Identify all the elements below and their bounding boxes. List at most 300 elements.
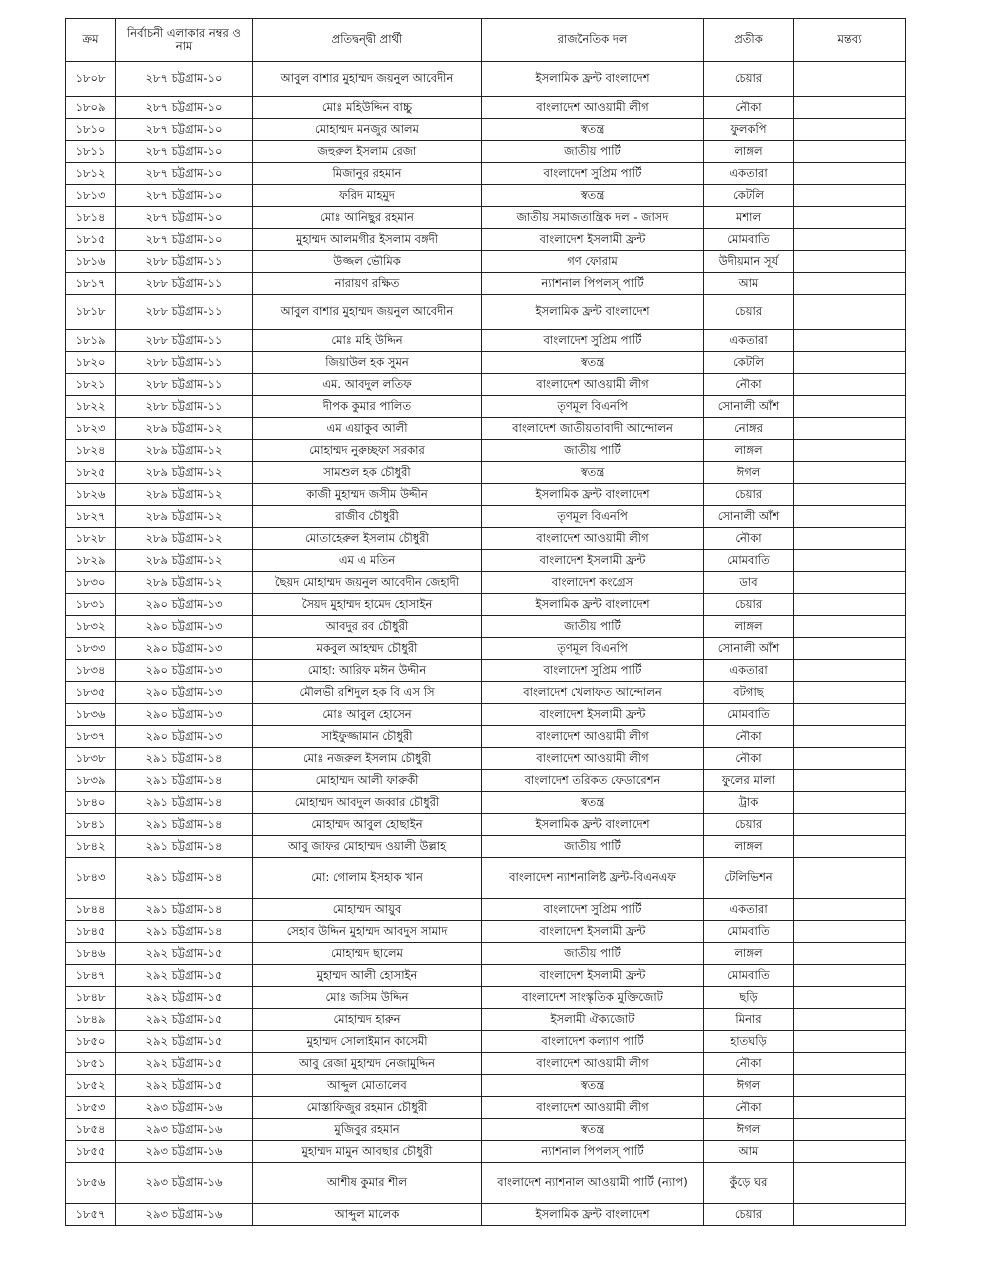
cell-party: বাংলাদেশ ইসলামী ফ্রন্ট	[482, 704, 704, 726]
table-row	[66, 273, 906, 295]
cell-party: বাংলাদেশ আওয়ামী লীগ	[482, 726, 704, 748]
cell-candidate: সৈয়দ মুহাম্মদ হামেদ হোসাইন	[253, 594, 482, 616]
cell-serial: ১৮৪৮	[66, 987, 116, 1009]
cell-candidate: মোহাম্মদ মনজুর আলম	[253, 119, 482, 141]
cell-remarks	[794, 528, 906, 550]
cell-constituency: ২৯২ চট্টগ্রাম-১৫	[116, 965, 253, 987]
cell-remarks	[794, 396, 906, 418]
cell-constituency: ২৮৯ চট্টগ্রাম-১২	[116, 506, 253, 528]
cell-party: বাংলাদেশ তরিকত ফেডারেশন	[482, 770, 704, 792]
cell-constituency: ২৯০ চট্টগ্রাম-১৩	[116, 616, 253, 638]
cell-serial: ১৮৩৪	[66, 660, 116, 682]
cell-serial: ১৮৩১	[66, 594, 116, 616]
cell-remarks	[794, 295, 906, 330]
cell-candidate: আবুল বাশার মুহাম্মদ জয়নুল আবেদীন	[253, 62, 482, 97]
cell-remarks	[794, 858, 906, 899]
cell-symbol: ডাব	[704, 572, 794, 594]
cell-symbol: আম	[704, 273, 794, 295]
header-party: রাজনৈতিক দল	[482, 19, 704, 62]
cell-party: বাংলাদেশ আওয়ামী লীগ	[482, 97, 704, 119]
cell-remarks	[794, 1097, 906, 1119]
cell-candidate: আবদুর রব চৌধুরী	[253, 616, 482, 638]
cell-remarks	[794, 273, 906, 295]
cell-constituency: ২৮৯ চট্টগ্রাম-১২	[116, 484, 253, 506]
header-symbol: প্রতীক	[704, 19, 794, 62]
cell-party: বাংলাদেশ ইসলামী ফ্রন্ট	[482, 229, 704, 251]
cell-constituency: ২৯২ চট্টগ্রাম-১৫	[116, 943, 253, 965]
cell-serial: ১৮১৯	[66, 330, 116, 352]
cell-symbol: হাতঘড়ি	[704, 1031, 794, 1053]
cell-candidate: মোঃ জসিম উদ্দিন	[253, 987, 482, 1009]
header-row	[66, 19, 906, 62]
cell-constituency: ২৯০ চট্টগ্রাম-১৩	[116, 682, 253, 704]
cell-constituency: ২৮৭ চট্টগ্রাম-১০	[116, 141, 253, 163]
cell-remarks	[794, 1031, 906, 1053]
cell-constituency: ২৮৯ চট্টগ্রাম-১২	[116, 440, 253, 462]
cell-candidate: আবুল বাশার মুহাম্মদ জয়নুল আবেদীন	[253, 295, 482, 330]
table-row	[66, 616, 906, 638]
cell-candidate: মোহাম্মদ আবদুল জব্বার চৌধুরী	[253, 792, 482, 814]
table-row	[66, 62, 906, 97]
cell-serial: ১৮২৩	[66, 418, 116, 440]
cell-symbol: মোমবাতি	[704, 965, 794, 987]
cell-serial: ১৮৪০	[66, 792, 116, 814]
cell-candidate: ফরিদ মাহমুদ	[253, 185, 482, 207]
cell-candidate: মকবুল আহম্মদ চৌধুরী	[253, 638, 482, 660]
cell-candidate: আব্দুল মালেক	[253, 1204, 482, 1226]
cell-candidate: নারায়ণ রক্ষিত	[253, 273, 482, 295]
cell-party: জাতীয় পার্টি	[482, 616, 704, 638]
cell-party: ইসলামিক ফ্রন্ট বাংলাদেশ	[482, 62, 704, 97]
cell-remarks	[794, 119, 906, 141]
cell-constituency: ২৮৭ চট্টগ্রাম-১০	[116, 185, 253, 207]
table-row	[66, 462, 906, 484]
table-row	[66, 484, 906, 506]
cell-party: ইসলামী ঐক্যজোট	[482, 1009, 704, 1031]
cell-candidate: মোঃ আবুল হোসেন	[253, 704, 482, 726]
cell-remarks	[794, 748, 906, 770]
cell-constituency: ২৯২ চট্টগ্রাম-১৫	[116, 987, 253, 1009]
cell-remarks	[794, 616, 906, 638]
cell-serial: ১৮১৬	[66, 251, 116, 273]
cell-constituency: ২৯২ চট্টগ্রাম-১৫	[116, 1053, 253, 1075]
candidate-table	[65, 18, 906, 1226]
cell-constituency: ২৯১ চট্টগ্রাম-১৪	[116, 836, 253, 858]
cell-party: জাতীয় সমাজতান্ত্রিক দল - জাসদ	[482, 207, 704, 229]
table-row	[66, 594, 906, 616]
cell-candidate: মোহাম্মদ আলী ফারুকী	[253, 770, 482, 792]
table-row	[66, 506, 906, 528]
table-row	[66, 1075, 906, 1097]
cell-symbol: চেয়ার	[704, 484, 794, 506]
cell-party: তৃণমূল বিএনপি	[482, 638, 704, 660]
cell-remarks	[794, 352, 906, 374]
table-row	[66, 748, 906, 770]
cell-constituency: ২৯২ চট্টগ্রাম-১৫	[116, 1009, 253, 1031]
cell-remarks	[794, 1075, 906, 1097]
cell-candidate: উজ্জল ভৌমিক	[253, 251, 482, 273]
cell-constituency: ২৯৩ চট্টগ্রাম-১৬	[116, 1119, 253, 1141]
cell-constituency: ২৮৮ চট্টগ্রাম-১১	[116, 374, 253, 396]
cell-candidate: আশীষ কুমার শীল	[253, 1163, 482, 1204]
cell-candidate: জিয়াউল হক সুমন	[253, 352, 482, 374]
cell-party: বাংলাদেশ সুপ্রিম পার্টি	[482, 899, 704, 921]
table-row	[66, 1119, 906, 1141]
cell-party: গণ ফোরাম	[482, 251, 704, 273]
cell-symbol: নৌকা	[704, 1097, 794, 1119]
table-row	[66, 185, 906, 207]
cell-serial: ১৮৩৯	[66, 770, 116, 792]
table-row	[66, 987, 906, 1009]
table-row	[66, 1053, 906, 1075]
cell-candidate: মোতাহেরুল ইসলাম চৌধুরী	[253, 528, 482, 550]
cell-symbol: সোনালী আঁশ	[704, 396, 794, 418]
cell-serial: ১৮১১	[66, 141, 116, 163]
cell-serial: ১৮৫১	[66, 1053, 116, 1075]
cell-serial: ১৮২৮	[66, 528, 116, 550]
cell-party: বাংলাদেশ সুপ্রিম পার্টি	[482, 163, 704, 185]
cell-party: স্বতন্ত্র	[482, 462, 704, 484]
cell-remarks	[794, 229, 906, 251]
table-row	[66, 119, 906, 141]
cell-candidate: জহুরুল ইসলাম রেজা	[253, 141, 482, 163]
cell-party: স্বতন্ত্র	[482, 1075, 704, 1097]
cell-symbol: চেয়ার	[704, 1204, 794, 1226]
cell-constituency: ২৮৯ চট্টগ্রাম-১২	[116, 528, 253, 550]
cell-party: বাংলাদেশ সুপ্রিম পার্টি	[482, 660, 704, 682]
cell-party: স্বতন্ত্র	[482, 792, 704, 814]
cell-candidate: মোহা: আরিফ মঈন উদ্দীন	[253, 660, 482, 682]
cell-remarks	[794, 638, 906, 660]
table-row	[66, 440, 906, 462]
cell-constituency: ২৮৯ চট্টগ্রাম-১২	[116, 462, 253, 484]
cell-serial: ১৮২৬	[66, 484, 116, 506]
cell-constituency: ২৮৭ চট্টগ্রাম-১০	[116, 229, 253, 251]
cell-constituency: ২৯০ চট্টগ্রাম-১৩	[116, 638, 253, 660]
cell-remarks	[794, 1141, 906, 1163]
cell-party: জাতীয় পার্টি	[482, 440, 704, 462]
table-row	[66, 163, 906, 185]
cell-party: ইসলামিক ফ্রন্ট বাংলাদেশ	[482, 1204, 704, 1226]
table-row	[66, 899, 906, 921]
table-row	[66, 550, 906, 572]
cell-serial: ১৮৪৫	[66, 921, 116, 943]
cell-party: বাংলাদেশ ন্যাশনাল আওয়ামী পার্টি (ন্যাপ)	[482, 1163, 704, 1204]
cell-symbol: মশাল	[704, 207, 794, 229]
table-row	[66, 295, 906, 330]
cell-remarks	[794, 207, 906, 229]
cell-symbol: নৌকা	[704, 726, 794, 748]
cell-symbol: মিনার	[704, 1009, 794, 1031]
cell-candidate: সেহাব উদ্দিন মুহাম্মদ আবদুস সামাদ	[253, 921, 482, 943]
cell-party: জাতীয় পার্টি	[482, 943, 704, 965]
cell-symbol: লাঙ্গল	[704, 141, 794, 163]
cell-party: তৃণমূল বিএনপি	[482, 396, 704, 418]
table-row	[66, 207, 906, 229]
cell-party: বাংলাদেশ জাতীয়তাবাদী আন্দোলন	[482, 418, 704, 440]
cell-symbol: লাঙ্গল	[704, 836, 794, 858]
cell-serial: ১৮১২	[66, 163, 116, 185]
cell-candidate: মুহাম্মদ সোলাইমান কাসেমী	[253, 1031, 482, 1053]
cell-serial: ১৮৪৬	[66, 943, 116, 965]
table-row	[66, 1204, 906, 1226]
cell-serial: ১৮৩৩	[66, 638, 116, 660]
cell-remarks	[794, 921, 906, 943]
cell-symbol: নৌকা	[704, 528, 794, 550]
cell-constituency: ২৮৭ চট্টগ্রাম-১০	[116, 62, 253, 97]
cell-remarks	[794, 682, 906, 704]
cell-remarks	[794, 462, 906, 484]
cell-constituency: ২৯৩ চট্টগ্রাম-১৬	[116, 1163, 253, 1204]
cell-party: ইসলামিক ফ্রন্ট বাংলাদেশ	[482, 594, 704, 616]
cell-serial: ১৮৪৯	[66, 1009, 116, 1031]
cell-symbol: টেলিভিশন	[704, 858, 794, 899]
cell-candidate: মোঃ নজরুল ইসলাম চৌধুরী	[253, 748, 482, 770]
cell-serial: ১৮৪১	[66, 814, 116, 836]
cell-party: ন্যাশনাল পিপলস্ পার্টি	[482, 1141, 704, 1163]
cell-symbol: কেটলি	[704, 185, 794, 207]
cell-candidate: মোহাম্মদ আয়ুব	[253, 899, 482, 921]
cell-symbol: চেয়ার	[704, 62, 794, 97]
cell-constituency: ২৮৯ চট্টগ্রাম-১২	[116, 572, 253, 594]
header-candidate: প্রতিদ্বন্দ্বী প্রার্থী	[253, 19, 482, 62]
cell-symbol: মোমবাতি	[704, 921, 794, 943]
cell-remarks	[794, 836, 906, 858]
cell-serial: ১৮২২	[66, 396, 116, 418]
cell-candidate: মোহাম্মদ ছালেম	[253, 943, 482, 965]
cell-symbol: একতারা	[704, 330, 794, 352]
cell-candidate: কাজী মুহাম্মদ জসীম উদ্দীন	[253, 484, 482, 506]
cell-candidate: এম এ মতিন	[253, 550, 482, 572]
cell-party: জাতীয় পার্টি	[482, 836, 704, 858]
cell-symbol: ঈগল	[704, 1075, 794, 1097]
cell-constituency: ২৮৮ চট্টগ্রাম-১১	[116, 396, 253, 418]
cell-remarks	[794, 1119, 906, 1141]
cell-serial: ১৮৩৬	[66, 704, 116, 726]
table-row	[66, 1141, 906, 1163]
cell-symbol: নৌকা	[704, 374, 794, 396]
table-row	[66, 638, 906, 660]
cell-remarks	[794, 1009, 906, 1031]
cell-constituency: ২৯১ চট্টগ্রাম-১৪	[116, 770, 253, 792]
cell-constituency: ২৮৮ চট্টগ্রাম-১১	[116, 295, 253, 330]
cell-party: বাংলাদেশ কংগ্রেস	[482, 572, 704, 594]
cell-constituency: ২৮৭ চট্টগ্রাম-১০	[116, 97, 253, 119]
cell-symbol: লাঙ্গল	[704, 440, 794, 462]
cell-constituency: ২৯১ চট্টগ্রাম-১৪	[116, 921, 253, 943]
cell-candidate: মুহাম্মদ আলী হোসাইন	[253, 965, 482, 987]
cell-candidate: মোঃ আনিছুর রহমান	[253, 207, 482, 229]
cell-party: বাংলাদেশ আওয়ামী লীগ	[482, 748, 704, 770]
cell-serial: ১৮১৫	[66, 229, 116, 251]
cell-symbol: চেয়ার	[704, 295, 794, 330]
table-row	[66, 682, 906, 704]
table-row	[66, 836, 906, 858]
cell-remarks	[794, 814, 906, 836]
cell-constituency: ২৯১ চট্টগ্রাম-১৪	[116, 748, 253, 770]
header-remarks: মন্তব্য	[794, 19, 906, 62]
cell-party: স্বতন্ত্র	[482, 119, 704, 141]
cell-serial: ১৮৩৭	[66, 726, 116, 748]
cell-constituency: ২৮৮ চট্টগ্রাম-১১	[116, 352, 253, 374]
cell-serial: ১৮১০	[66, 119, 116, 141]
cell-constituency: ২৯১ চট্টগ্রাম-১৪	[116, 899, 253, 921]
cell-party: বাংলাদেশ ন্যাশনালিষ্ট ফ্রন্ট-বিএনএফ	[482, 858, 704, 899]
cell-candidate: আবু রেজা মুহাম্মদ নেজামুদ্দিন	[253, 1053, 482, 1075]
cell-serial: ১৮৩৫	[66, 682, 116, 704]
cell-serial: ১৮৪৪	[66, 899, 116, 921]
cell-remarks	[794, 770, 906, 792]
table-row	[66, 1097, 906, 1119]
table-row	[66, 1031, 906, 1053]
cell-symbol: ছড়ি	[704, 987, 794, 1009]
cell-remarks	[794, 251, 906, 273]
table-row	[66, 528, 906, 550]
cell-party: বাংলাদেশ ইসলামী ফ্রন্ট	[482, 965, 704, 987]
table-body	[66, 62, 906, 1226]
cell-constituency: ২৯১ চট্টগ্রাম-১৪	[116, 814, 253, 836]
table-row	[66, 704, 906, 726]
table-row	[66, 572, 906, 594]
table-row	[66, 418, 906, 440]
cell-serial: ১৮১৮	[66, 295, 116, 330]
cell-symbol: নৌকা	[704, 748, 794, 770]
cell-remarks	[794, 185, 906, 207]
cell-constituency: ২৮৮ চট্টগ্রাম-১১	[116, 251, 253, 273]
cell-symbol: বটগাছ	[704, 682, 794, 704]
cell-remarks	[794, 484, 906, 506]
cell-candidate: মুজিবুর রহমান	[253, 1119, 482, 1141]
cell-party: বাংলাদেশ আওয়ামী লীগ	[482, 1053, 704, 1075]
cell-serial: ১৮৫২	[66, 1075, 116, 1097]
cell-constituency: ২৮৭ চট্টগ্রাম-১০	[116, 163, 253, 185]
cell-symbol: চেয়ার	[704, 594, 794, 616]
cell-serial: ১৮৪৩	[66, 858, 116, 899]
cell-candidate: রাজীব চৌধুরী	[253, 506, 482, 528]
cell-serial: ১৮২৯	[66, 550, 116, 572]
cell-candidate: মুহাম্মদ আলমগীর ইসলাম বঙ্গদী	[253, 229, 482, 251]
cell-constituency: ২৮৯ চট্টগ্রাম-১২	[116, 550, 253, 572]
cell-symbol: সোনালী আঁশ	[704, 638, 794, 660]
cell-symbol: ঈগল	[704, 462, 794, 484]
table-row	[66, 965, 906, 987]
cell-serial: ১৮০৯	[66, 97, 116, 119]
cell-remarks	[794, 550, 906, 572]
cell-serial: ১৮১৪	[66, 207, 116, 229]
table-header	[66, 19, 906, 62]
table-row	[66, 141, 906, 163]
cell-serial: ১৮৩০	[66, 572, 116, 594]
cell-candidate: মৌলভী রশিদুল হক বি এস সি	[253, 682, 482, 704]
cell-candidate: মোহাম্মদ আবুল হোছাইন	[253, 814, 482, 836]
cell-party: ইসলামিক ফ্রন্ট বাংলাদেশ	[482, 484, 704, 506]
table-row	[66, 396, 906, 418]
cell-symbol: চেয়ার	[704, 814, 794, 836]
cell-serial: ১৮৫৬	[66, 1163, 116, 1204]
cell-candidate: এম এয়াকুব আলী	[253, 418, 482, 440]
cell-symbol: একতারা	[704, 163, 794, 185]
cell-party: ইসলামিক ফ্রন্ট বাংলাদেশ	[482, 295, 704, 330]
table-row	[66, 352, 906, 374]
cell-candidate: এম. আবদুল লতিফ	[253, 374, 482, 396]
cell-remarks	[794, 418, 906, 440]
cell-constituency: ২৯০ চট্টগ্রাম-১৩	[116, 660, 253, 682]
cell-remarks	[794, 62, 906, 97]
cell-party: বাংলাদেশ ইসলামী ফ্রন্ট	[482, 550, 704, 572]
cell-serial: ১৮২৪	[66, 440, 116, 462]
cell-remarks	[794, 1204, 906, 1226]
cell-constituency: ২৯১ চট্টগ্রাম-১৪	[116, 858, 253, 899]
cell-constituency: ২৯৩ চট্টগ্রাম-১৬	[116, 1204, 253, 1226]
cell-symbol: ট্রাক	[704, 792, 794, 814]
cell-constituency: ২৯১ চট্টগ্রাম-১৪	[116, 792, 253, 814]
cell-serial: ১৮৩৮	[66, 748, 116, 770]
cell-constituency: ২৯০ চট্টগ্রাম-১৩	[116, 704, 253, 726]
cell-symbol: লাঙ্গল	[704, 616, 794, 638]
cell-candidate: সাইফুজ্জামান চৌধুরী	[253, 726, 482, 748]
table-row	[66, 1163, 906, 1204]
cell-symbol: একতারা	[704, 660, 794, 682]
cell-serial: ১৮৪৭	[66, 965, 116, 987]
cell-party: বাংলাদেশ কল্যাণ পার্টি	[482, 1031, 704, 1053]
cell-party: বাংলাদেশ আওয়ামী লীগ	[482, 374, 704, 396]
table-row	[66, 374, 906, 396]
cell-party: স্বতন্ত্র	[482, 352, 704, 374]
cell-remarks	[794, 943, 906, 965]
cell-remarks	[794, 330, 906, 352]
cell-symbol: ফুলকপি	[704, 119, 794, 141]
cell-remarks	[794, 792, 906, 814]
cell-serial: ১৮১৭	[66, 273, 116, 295]
table-row	[66, 943, 906, 965]
cell-party: বাংলাদেশ সাংস্কৃতিক মুক্তিজোট	[482, 987, 704, 1009]
cell-party: স্বতন্ত্র	[482, 185, 704, 207]
cell-remarks	[794, 1163, 906, 1204]
cell-constituency: ২৮৮ চট্টগ্রাম-১১	[116, 330, 253, 352]
table-row	[66, 660, 906, 682]
cell-constituency: ২৯০ চট্টগ্রাম-১৩	[116, 594, 253, 616]
cell-serial: ১৮৫৫	[66, 1141, 116, 1163]
table-row	[66, 770, 906, 792]
cell-remarks	[794, 594, 906, 616]
cell-constituency: ২৮৭ চট্টগ্রাম-১০	[116, 119, 253, 141]
cell-serial: ১৮৪২	[66, 836, 116, 858]
table-row	[66, 251, 906, 273]
cell-serial: ১৮২৫	[66, 462, 116, 484]
cell-party: ইসলামিক ফ্রন্ট বাংলাদেশ	[482, 814, 704, 836]
cell-symbol: আম	[704, 1141, 794, 1163]
cell-serial: ১৮৫৩	[66, 1097, 116, 1119]
cell-party: বাংলাদেশ ইসলামী ফ্রন্ট	[482, 921, 704, 943]
cell-constituency: ২৮৭ চট্টগ্রাম-১০	[116, 207, 253, 229]
cell-party: তৃণমূল বিএনপি	[482, 506, 704, 528]
cell-constituency: ২৯২ চট্টগ্রাম-১৫	[116, 1031, 253, 1053]
cell-symbol: কুঁড়ে ঘর	[704, 1163, 794, 1204]
cell-remarks	[794, 704, 906, 726]
table-row	[66, 921, 906, 943]
cell-remarks	[794, 440, 906, 462]
cell-symbol: লাঙ্গল	[704, 943, 794, 965]
cell-symbol: কেটলি	[704, 352, 794, 374]
cell-candidate: দীপক কুমার পালিত	[253, 396, 482, 418]
cell-remarks	[794, 660, 906, 682]
cell-remarks	[794, 899, 906, 921]
cell-candidate: মোস্তাফিজুর রহমান চৌধুরী	[253, 1097, 482, 1119]
table-row	[66, 726, 906, 748]
cell-party: বাংলাদেশ সুপ্রিম পার্টি	[482, 330, 704, 352]
cell-serial: ১৮৫০	[66, 1031, 116, 1053]
cell-candidate: সামশুল হক চৌধুরী	[253, 462, 482, 484]
